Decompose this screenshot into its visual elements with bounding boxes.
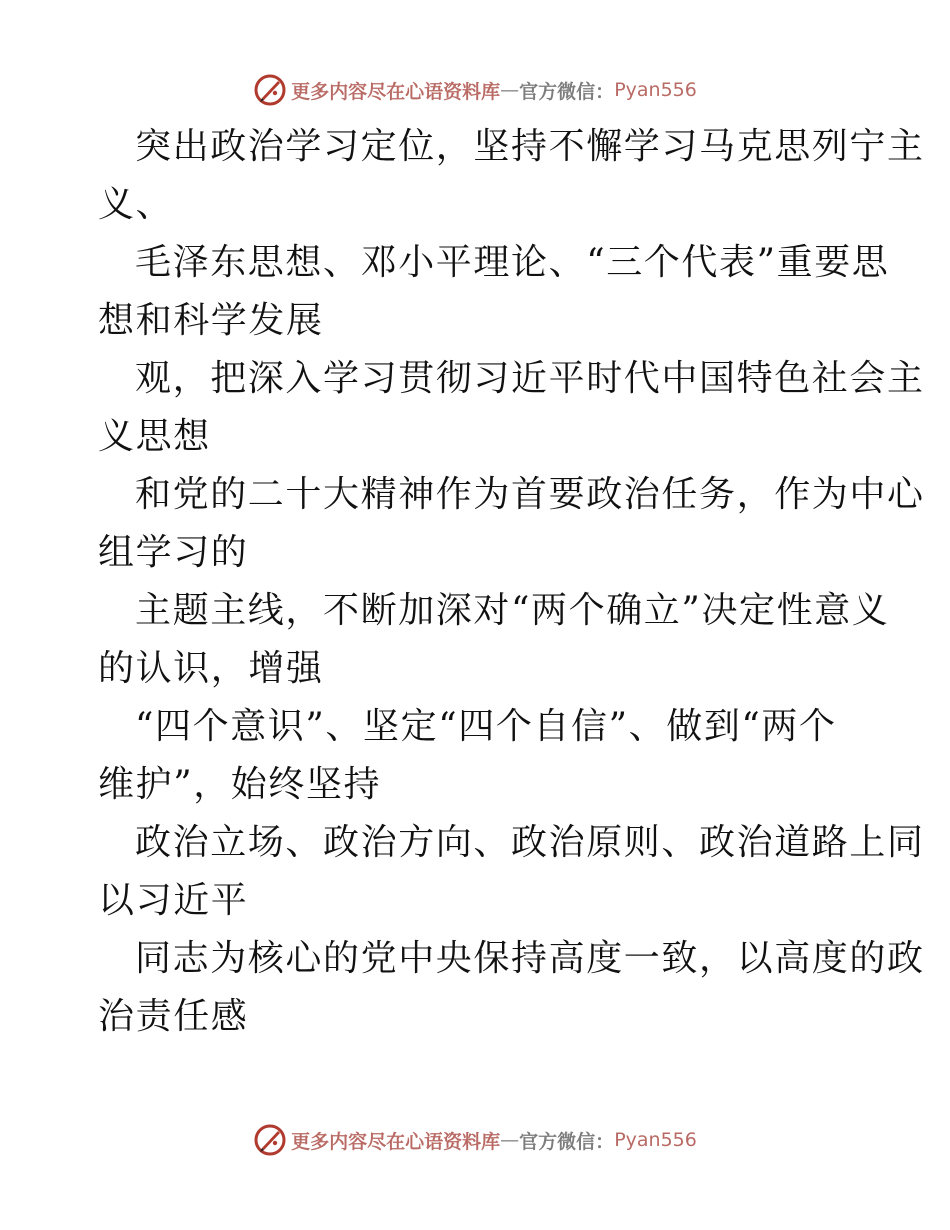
text-line: 义思想 bbox=[98, 416, 211, 457]
banner-separator: — bbox=[500, 1129, 520, 1151]
text-line: 和党的二十大精神作为首要政治任务，作为中心 bbox=[135, 474, 925, 515]
text-line: 义、 bbox=[98, 184, 174, 225]
text-line: 以习近平 bbox=[98, 880, 249, 921]
text-line: 想和科学发展 bbox=[98, 300, 324, 341]
banner-separator: — bbox=[500, 79, 520, 101]
text-line: 突出政治学习定位，坚持不懈学习马克思列宁主 bbox=[135, 126, 925, 167]
text-line: 主题主线，不断加深对“两个确立”决定性意义 bbox=[135, 590, 890, 631]
text-line: 组学习的 bbox=[98, 532, 249, 573]
quill-pen-logo-icon bbox=[253, 1123, 287, 1157]
banner-site-text: 更多内容尽在心语资料库 bbox=[291, 1130, 501, 1153]
banner-wechat-id: Pyan556 bbox=[614, 1129, 697, 1151]
banner-wechat-id: Pyan556 bbox=[614, 79, 697, 101]
header-watermark-banner bbox=[0, 70, 950, 110]
banner-site-text: 更多内容尽在心语资料库 bbox=[291, 80, 501, 103]
banner-wechat-label: 官方微信： bbox=[519, 80, 615, 103]
text-line: “四个意识”、坚定“四个自信”、做到“两个 bbox=[135, 706, 837, 747]
text-line: 同志为核心的党中央保持高度一致，以高度的政 bbox=[135, 938, 925, 979]
text-line: 治责任感 bbox=[98, 996, 249, 1037]
text-line: 政治立场、政治方向、政治原则、政治道路上同 bbox=[135, 822, 925, 863]
footer-watermark-banner bbox=[0, 1120, 950, 1160]
text-line: 毛泽东思想、邓小平理论、“三个代表”重要思 bbox=[135, 242, 890, 283]
text-line: 观，把深入学习贯彻习近平时代中国特色社会主 bbox=[135, 358, 925, 399]
text-line: 的认识，增强 bbox=[98, 648, 324, 689]
body-paragraph bbox=[98, 118, 925, 1046]
quill-pen-logo-icon bbox=[253, 73, 287, 107]
text-line: 维护”，始终坚持 bbox=[98, 764, 382, 805]
banner-wechat-label: 官方微信： bbox=[519, 1130, 615, 1153]
